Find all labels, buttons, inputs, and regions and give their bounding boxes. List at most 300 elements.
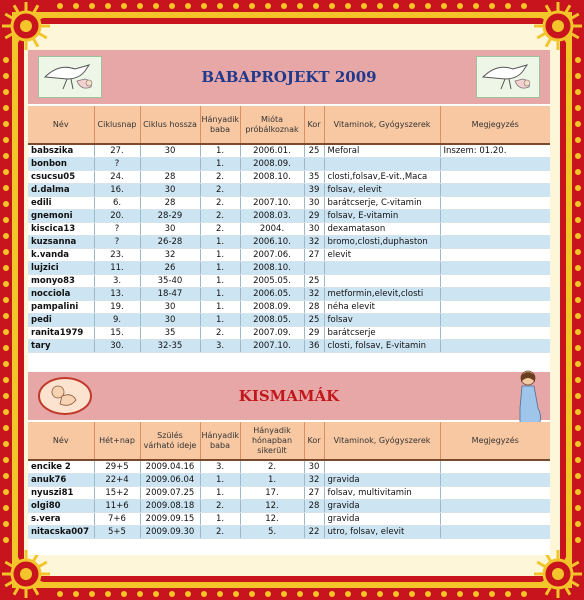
table-cell: 30 — [304, 460, 324, 474]
table-cell: 25 — [304, 275, 324, 288]
border-dot — [3, 105, 9, 111]
border-dot — [3, 153, 9, 159]
table-cell: 1. — [200, 275, 240, 288]
table-cell: 32 — [304, 236, 324, 249]
border-dot — [329, 3, 335, 9]
table-row — [28, 500, 550, 513]
table-cell: 1. — [200, 158, 240, 171]
table-cell: 28-29 — [140, 210, 200, 223]
border-dot — [575, 329, 581, 335]
table-cell: 30 — [140, 184, 200, 197]
table-cell — [324, 460, 440, 474]
border-dot — [575, 249, 581, 255]
table-cell — [440, 236, 550, 249]
table-cell: 2006.10. — [240, 236, 304, 249]
table-cell: 2008.09. — [240, 158, 304, 171]
border-dot — [361, 591, 367, 597]
table-cell: babszika — [28, 144, 94, 158]
table-cell: 26 — [140, 262, 200, 275]
border-dot — [425, 591, 431, 597]
table-cell: 2009.07.25 — [140, 487, 200, 500]
border-dot — [3, 473, 9, 479]
table-cell: 11+6 — [94, 500, 140, 513]
border-dot — [3, 377, 9, 383]
table-row — [28, 327, 550, 340]
table-cell: gravida — [324, 513, 440, 526]
table-cell: 15+2 — [94, 487, 140, 500]
table-cell: closti, folsav, E-vitamin — [324, 340, 440, 353]
border-dot — [575, 521, 581, 527]
table-cell: bonbon — [28, 158, 94, 171]
table-cell — [440, 513, 550, 526]
table-cell — [304, 158, 324, 171]
border-dot — [121, 591, 127, 597]
table-cell: 24. — [94, 171, 140, 184]
table-cell: csucsu05 — [28, 171, 94, 184]
table-cell: 11. — [94, 262, 140, 275]
border-dot — [3, 185, 9, 191]
table-cell: pedi — [28, 314, 94, 327]
border-dot — [409, 3, 415, 9]
table-cell: 1. — [240, 474, 304, 487]
table-cell — [440, 197, 550, 210]
table-cell: 29+5 — [94, 460, 140, 474]
border-dot — [3, 217, 9, 223]
table-cell — [440, 301, 550, 314]
table-cell: 25 — [304, 314, 324, 327]
table-cell: 2007.10. — [240, 197, 304, 210]
table-cell: 2008.10. — [240, 171, 304, 184]
stork-icon — [477, 57, 539, 97]
border-dot — [473, 591, 479, 597]
table-cell — [440, 288, 550, 301]
border-dot — [575, 73, 581, 79]
table-row — [28, 474, 550, 487]
border-dot — [217, 591, 223, 597]
border-dot — [473, 3, 479, 9]
border-dot — [377, 3, 383, 9]
baby-in-womb-icon — [36, 376, 94, 416]
border-dot — [3, 393, 9, 399]
table-cell: d.dalma — [28, 184, 94, 197]
table-cell — [440, 249, 550, 262]
table-cell: 12. — [240, 513, 304, 526]
table-cell: 35-40 — [140, 275, 200, 288]
border-dot — [441, 3, 447, 9]
table-cell — [440, 500, 550, 513]
border-dot — [265, 591, 271, 597]
table-cell: 3. — [94, 275, 140, 288]
table-cell: 1. — [200, 288, 240, 301]
border-dot — [3, 457, 9, 463]
table-cell: 28 — [304, 500, 324, 513]
table-cell: 30 — [140, 301, 200, 314]
border-dot — [457, 591, 463, 597]
table-cell: 30 — [304, 223, 324, 236]
border-dot — [105, 591, 111, 597]
table-cell: 1. — [200, 249, 240, 262]
border-dot — [137, 3, 143, 9]
table-cell: 3. — [200, 460, 240, 474]
table-cell: 1. — [200, 236, 240, 249]
table-cell — [440, 340, 550, 353]
border-dot — [575, 89, 581, 95]
table-cell: 2. — [200, 223, 240, 236]
border-dot — [575, 281, 581, 287]
border-dot — [3, 201, 9, 207]
table-cell: néha elevit — [324, 301, 440, 314]
column-header: Név — [28, 106, 94, 144]
table-header-row — [28, 422, 550, 460]
table-cell: 2007.09. — [240, 327, 304, 340]
table-cell — [440, 526, 550, 539]
column-header: Hányadik baba — [200, 422, 240, 460]
border-dot — [297, 3, 303, 9]
border-dot — [3, 137, 9, 143]
section1-title-band — [28, 50, 550, 104]
table-cell — [240, 184, 304, 197]
table-cell: tary — [28, 340, 94, 353]
table-cell: k.vanda — [28, 249, 94, 262]
border-dot — [153, 3, 159, 9]
border-dot — [329, 591, 335, 597]
table-cell: 2008.09. — [240, 301, 304, 314]
border-dot — [185, 591, 191, 597]
border-dot — [575, 153, 581, 159]
border-dot — [3, 329, 9, 335]
border-dot — [489, 591, 495, 597]
babaprojekt-table — [28, 106, 550, 353]
table-cell: 35 — [140, 327, 200, 340]
table-cell: 22+4 — [94, 474, 140, 487]
border-dot — [425, 3, 431, 9]
border-dot — [505, 3, 511, 9]
table-cell: barátcserje, C-vitamin — [324, 197, 440, 210]
table-cell: 5. — [240, 526, 304, 539]
border-dot — [575, 345, 581, 351]
table-cell: 13. — [94, 288, 140, 301]
table-cell: s.vera — [28, 513, 94, 526]
table-cell: metformin,elevit,closti — [324, 288, 440, 301]
section2-title-band — [28, 372, 550, 420]
table-cell: olgi80 — [28, 500, 94, 513]
table-cell: 2004. — [240, 223, 304, 236]
table-row — [28, 158, 550, 171]
table-cell: 2006.05. — [240, 288, 304, 301]
border-dot — [249, 3, 255, 9]
column-header: Szülés várható ideje — [140, 422, 200, 460]
table-cell: gnemoni — [28, 210, 94, 223]
column-header: Ciklus hossza — [140, 106, 200, 144]
column-header: Hányadik hónapban sikerült — [240, 422, 304, 460]
border-dot — [3, 537, 9, 543]
table-cell: 32 — [140, 249, 200, 262]
section2-title: KISMAMÁK — [238, 387, 340, 405]
table-cell: 22 — [304, 526, 324, 539]
border-dot — [105, 3, 111, 9]
border-dot — [281, 591, 287, 597]
table-cell: lujzici — [28, 262, 94, 275]
table-cell: dexamatason — [324, 223, 440, 236]
table-cell: 26-28 — [140, 236, 200, 249]
table-cell: pampalini — [28, 301, 94, 314]
table-row — [28, 171, 550, 184]
stork-icon-left — [38, 56, 102, 98]
border-dot — [249, 591, 255, 597]
table-row — [28, 301, 550, 314]
border-dot — [233, 591, 239, 597]
border-dot — [89, 3, 95, 9]
border-dot — [575, 121, 581, 127]
table-cell: 1. — [200, 301, 240, 314]
table-cell: bromo,closti,duphaston — [324, 236, 440, 249]
table-cell: 29 — [304, 210, 324, 223]
table-cell: 27 — [304, 249, 324, 262]
table-row — [28, 262, 550, 275]
table-cell: 28 — [140, 197, 200, 210]
table-cell: 12. — [240, 500, 304, 513]
table-cell — [304, 262, 324, 275]
border-dot — [393, 591, 399, 597]
table-cell: 3. — [200, 340, 240, 353]
column-header: Megjegyzés — [440, 422, 550, 460]
table-row — [28, 197, 550, 210]
border-dot — [3, 409, 9, 415]
table-cell: 32-35 — [140, 340, 200, 353]
table-cell — [440, 262, 550, 275]
border-dot — [281, 3, 287, 9]
column-header: Kor — [304, 106, 324, 144]
table-row — [28, 460, 550, 474]
border-dot — [3, 89, 9, 95]
border-dot — [3, 121, 9, 127]
table-cell: 32 — [304, 288, 324, 301]
table-cell: 2. — [200, 526, 240, 539]
border-dot — [57, 591, 63, 597]
table-cell: 35 — [304, 171, 324, 184]
table-cell: 15. — [94, 327, 140, 340]
border-dot — [575, 265, 581, 271]
table-row — [28, 487, 550, 500]
table-cell: 30 — [140, 223, 200, 236]
table-cell: nocciola — [28, 288, 94, 301]
table-row — [28, 288, 550, 301]
border-dot — [153, 591, 159, 597]
table-cell: 36 — [304, 340, 324, 353]
table-cell: edili — [28, 197, 94, 210]
table-cell: 1. — [200, 487, 240, 500]
border-dot — [313, 3, 319, 9]
border-dot — [575, 457, 581, 463]
border-dot — [201, 591, 207, 597]
column-header: Vitaminok, Gyógyszerek — [324, 106, 440, 144]
table-cell: 5+5 — [94, 526, 140, 539]
border-dot — [575, 105, 581, 111]
table-cell: 2009.09.30 — [140, 526, 200, 539]
table-cell: 27. — [94, 144, 140, 158]
table-cell: 27 — [304, 487, 324, 500]
table-row — [28, 144, 550, 158]
border-dot — [3, 249, 9, 255]
table-cell: 28 — [304, 301, 324, 314]
table-cell — [440, 460, 550, 474]
border-dot — [345, 3, 351, 9]
section1-title: BABAPROJEKT 2009 — [201, 68, 377, 86]
table-cell: 30 — [140, 144, 200, 158]
border-dot — [3, 313, 9, 319]
table-cell: nitacska007 — [28, 526, 94, 539]
table-cell: gravida — [324, 500, 440, 513]
table-row — [28, 340, 550, 353]
border-dot — [575, 137, 581, 143]
border-dot — [575, 185, 581, 191]
border-dot — [57, 3, 63, 9]
table-cell: ? — [94, 223, 140, 236]
table-cell: 1. — [200, 144, 240, 158]
stork-icon — [39, 57, 101, 97]
table-cell: 2008.03. — [240, 210, 304, 223]
border-dot — [575, 425, 581, 431]
table-cell: 2. — [200, 197, 240, 210]
border-dot — [505, 591, 511, 597]
column-header: Megjegyzés — [440, 106, 550, 144]
border-dot — [575, 473, 581, 479]
table-cell: 1. — [200, 513, 240, 526]
stork-icon-right — [476, 56, 540, 98]
table-row — [28, 249, 550, 262]
border-dot — [217, 3, 223, 9]
border-dot — [575, 313, 581, 319]
table-cell — [440, 474, 550, 487]
table-cell: kiscica13 — [28, 223, 94, 236]
table-cell: 23. — [94, 249, 140, 262]
content-panel — [28, 50, 550, 555]
table-cell: folsav, E-vitamin — [324, 210, 440, 223]
table-cell: Inszem: 01.20. — [440, 144, 550, 158]
table-cell: 2. — [200, 500, 240, 513]
table-cell: 25 — [304, 144, 324, 158]
border-dot — [169, 591, 175, 597]
column-header: Hét+nap — [94, 422, 140, 460]
border-dot — [575, 441, 581, 447]
table-cell: 2. — [200, 171, 240, 184]
table-cell: 2. — [200, 210, 240, 223]
border-dot — [409, 591, 415, 597]
table-cell: 2009.06.04 — [140, 474, 200, 487]
table-row — [28, 513, 550, 526]
column-header: Ciklusnap — [94, 106, 140, 144]
border-dot — [233, 3, 239, 9]
table-cell — [440, 314, 550, 327]
table-cell — [324, 262, 440, 275]
border-dot — [575, 505, 581, 511]
table-cell — [140, 158, 200, 171]
column-header: Kor — [304, 422, 324, 460]
border-dot — [521, 3, 527, 9]
border-dot — [73, 3, 79, 9]
table-row — [28, 210, 550, 223]
table-row — [28, 236, 550, 249]
table-row — [28, 314, 550, 327]
table-cell: 30 — [140, 314, 200, 327]
table-cell: ? — [94, 236, 140, 249]
border-dot — [3, 425, 9, 431]
border-dot — [575, 489, 581, 495]
table-cell: 16. — [94, 184, 140, 197]
table-cell: barátcserje — [324, 327, 440, 340]
table-cell: anuk76 — [28, 474, 94, 487]
table-cell: 17. — [240, 487, 304, 500]
table-cell: Meforal — [324, 144, 440, 158]
table-cell: 1. — [200, 474, 240, 487]
table-cell — [440, 158, 550, 171]
table-cell: 1. — [200, 262, 240, 275]
border-dot — [377, 591, 383, 597]
border-dot — [575, 361, 581, 367]
table-cell: 30 — [304, 197, 324, 210]
table-cell: 6. — [94, 197, 140, 210]
table-cell: 30. — [94, 340, 140, 353]
border-dot — [345, 591, 351, 597]
border-dot — [575, 409, 581, 415]
table-cell: 2006.01. — [240, 144, 304, 158]
table-cell — [440, 487, 550, 500]
border-dot — [3, 505, 9, 511]
table-cell — [440, 327, 550, 340]
border-dot — [73, 591, 79, 597]
table-cell: 39 — [304, 184, 324, 197]
border-dot — [575, 393, 581, 399]
border-dot — [265, 3, 271, 9]
table-cell: ranita1979 — [28, 327, 94, 340]
border-dot — [3, 297, 9, 303]
column-header: Mióta próbálkoznak — [240, 106, 304, 144]
border-dot — [3, 57, 9, 63]
table-cell: gravida — [324, 474, 440, 487]
border-dot — [3, 345, 9, 351]
border-dot — [521, 591, 527, 597]
border-dot — [3, 281, 9, 287]
table-cell: 2007.06. — [240, 249, 304, 262]
table-cell: 2009.04.16 — [140, 460, 200, 474]
table-cell: utro, folsav, elevit — [324, 526, 440, 539]
border-dot — [169, 3, 175, 9]
border-dot — [3, 521, 9, 527]
border-dot — [575, 537, 581, 543]
table-cell: elevit — [324, 249, 440, 262]
table-cell — [324, 275, 440, 288]
table-cell: monyo83 — [28, 275, 94, 288]
border-dot — [3, 233, 9, 239]
border-dot — [297, 591, 303, 597]
border-dot — [575, 169, 581, 175]
border-dot — [121, 3, 127, 9]
table-cell: 2009.09.15 — [140, 513, 200, 526]
table-cell: folsav — [324, 314, 440, 327]
table-cell: 2005.05. — [240, 275, 304, 288]
table-cell: 32 — [304, 474, 324, 487]
table-cell: 1. — [200, 314, 240, 327]
table-cell: 2. — [240, 460, 304, 474]
table-cell — [440, 184, 550, 197]
border-dot — [3, 169, 9, 175]
table-cell — [440, 223, 550, 236]
table-cell: nyuszi81 — [28, 487, 94, 500]
border-dot — [201, 3, 207, 9]
table-cell: 2. — [200, 184, 240, 197]
column-header: Hányadik baba — [200, 106, 240, 144]
border-dot — [575, 201, 581, 207]
